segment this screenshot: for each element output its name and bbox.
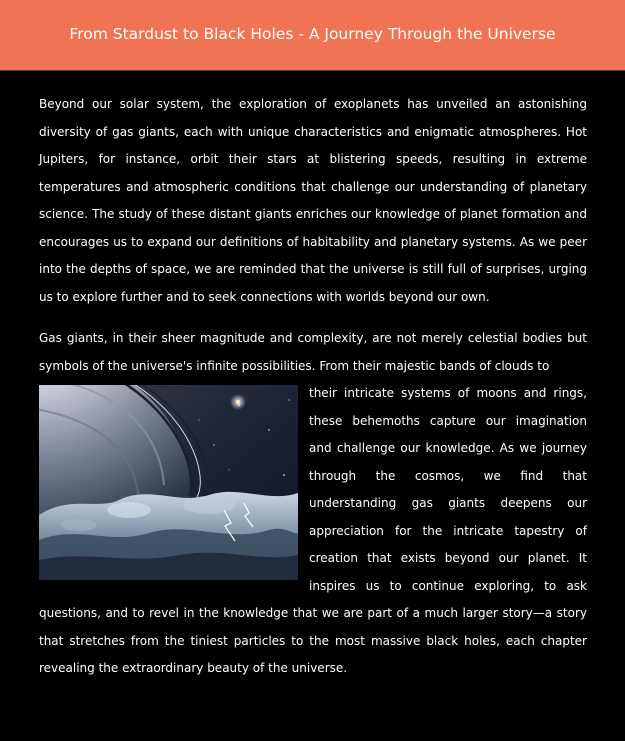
article-paragraph-1: Beyond our solar system, the exploration of exoplanets has unveiled an astonishing diversity of gas giants, each with unique characteristics and enigmatic atmospheres. Hot Jupiters, for instance, orbit their stars at blistering speeds, resulting in extreme temperatures and atmospheric conditions that challenge our understanding of planetary science. The study of these distant giants enriches our knowledge of planet formation and encourages us to expand our definitions of habitability and planetary systems. As we peer into the depths of space, we are reminded that the universe is still full of surprises, urging us to explore further and to seek connections with worlds beyond our own. (39, 97, 587, 304)
storm-clouds (39, 492, 298, 580)
gas-giant-image (39, 385, 298, 580)
page-header (0, 0, 625, 71)
article-paragraph-2-lead (39, 325, 587, 380)
distant-star (236, 400, 240, 404)
article-body (0, 71, 625, 683)
gas-giant-illustration (39, 385, 298, 580)
article-paragraph-2-rest: their intricate systems of moons and rings, these behemoths capture our imagination and challenge our knowledge. As we journey through the cosmos, we find that understanding gas giants deepens our appreciation for the intricate tapestry of creation that exists beyond our planet. It inspires us to continue exploring, to ask questions, and to revel in the knowledge that we are part of a much larger story—a story that stretches from the tiniest particles to the most massive black holes, each chapter revealing the extraordinary beauty of the universe. (39, 386, 587, 675)
article-paragraph-2-container (39, 325, 587, 683)
page-title: From Stardust to Black Holes - A Journey Through the Universe (69, 25, 556, 43)
article-paragraph-2-intro: Gas giants, in their sheer magnitude and complexity, are not merely celestial bodies but symbols of the universe's infinite possibilities. From their majestic bands of clouds to (39, 331, 587, 373)
